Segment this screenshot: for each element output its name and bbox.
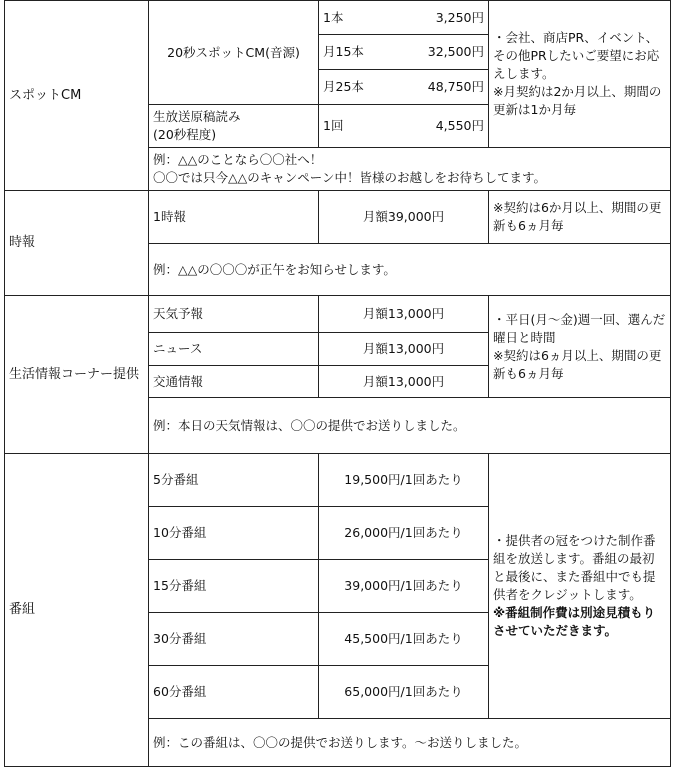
spot-price-1: 3,250円 [435,9,484,25]
spot-item-main: 20秒スポットCM(音源) [149,1,319,105]
corner-example: 例：本日の天気情報は、〇〇の提供でお送りしました。 [149,398,671,454]
spot-qty-1: 1本 [323,9,344,25]
category-jiho: 時報 [5,191,149,296]
jiho-price: 月額39,000円 [319,191,489,244]
category-corner: 生活情報コーナー提供 [5,296,149,454]
program-price-3: 39,000円/1回あたり [319,560,489,613]
program-price-2: 26,000円/1回あたり [319,507,489,560]
program-note-text: ・提供者の冠をつけた制作番組を放送します。番組の最初と最後に、また番組中でも提供者をクレジットします。 [493,533,656,602]
program-note-bold: ※番組制作費は別途見積もりさせていただきます。 [493,605,656,638]
spot-price-3: 48,750円 [427,79,484,94]
jiho-note: ※契約は6か月以上、期間の更新も6ヵ月毎 [489,191,671,244]
jiho-example: 例：△△の〇〇〇が正午をお知らせします。 [149,244,671,296]
rate-table [4,0,671,767]
program-example: 例：この番組は、〇〇の提供でお送りします。～お送りしました。 [149,719,671,767]
corner-item-2: ニュース [149,333,319,366]
spot-price-2: 32,500円 [427,44,484,59]
spot-qty-3: 月25本 [323,79,364,94]
category-program: 番組 [5,454,149,767]
spot-live-price: 4,550円 [435,118,484,133]
spot-row-3 [319,70,489,105]
spot-live-row [319,105,489,148]
spot-row-1 [319,1,489,35]
program-price-1: 19,500円/1回あたり [319,454,489,507]
corner-price-1: 月額13,000円 [319,296,489,333]
spot-live-qty: 1回 [323,118,344,133]
corner-item-1: 天気予報 [149,296,319,333]
program-item-1: 5分番組 [149,454,319,507]
spot-example: 例：△△のことなら〇〇社へ！ 〇〇では只今△△のキャンペーン中！皆様のお越しをお待ちしてます。 [149,148,671,191]
program-item-3: 15分番組 [149,560,319,613]
spot-row-2 [319,35,489,70]
corner-note: ・平日(月～金)週一回、選んだ曜日と時間 ※契約は6ヵ月以上、期間の更新も6ヵ月毎 [489,296,671,398]
program-price-4: 45,500円/1回あたり [319,613,489,666]
program-item-2: 10分番組 [149,507,319,560]
spot-qty-2: 月15本 [323,44,364,59]
spot-live-item: 生放送原稿読み (20秒程度) [149,105,319,148]
corner-price-2: 月額13,000円 [319,333,489,366]
corner-item-3: 交通情報 [149,366,319,398]
program-note [489,454,671,719]
spot-note: ・会社、商店PR、イベント、その他PRしたいご要望にお応えします。 ※月契約は2か月以上、期間の更新は1か月毎 [489,1,671,148]
program-price-5: 65,000円/1回あたり [319,666,489,719]
jiho-item: 1時報 [149,191,319,244]
program-item-5: 60分番組 [149,666,319,719]
program-item-4: 30分番組 [149,613,319,666]
category-spot-cm: スポットCM [5,1,149,191]
corner-price-3: 月額13,000円 [319,366,489,398]
